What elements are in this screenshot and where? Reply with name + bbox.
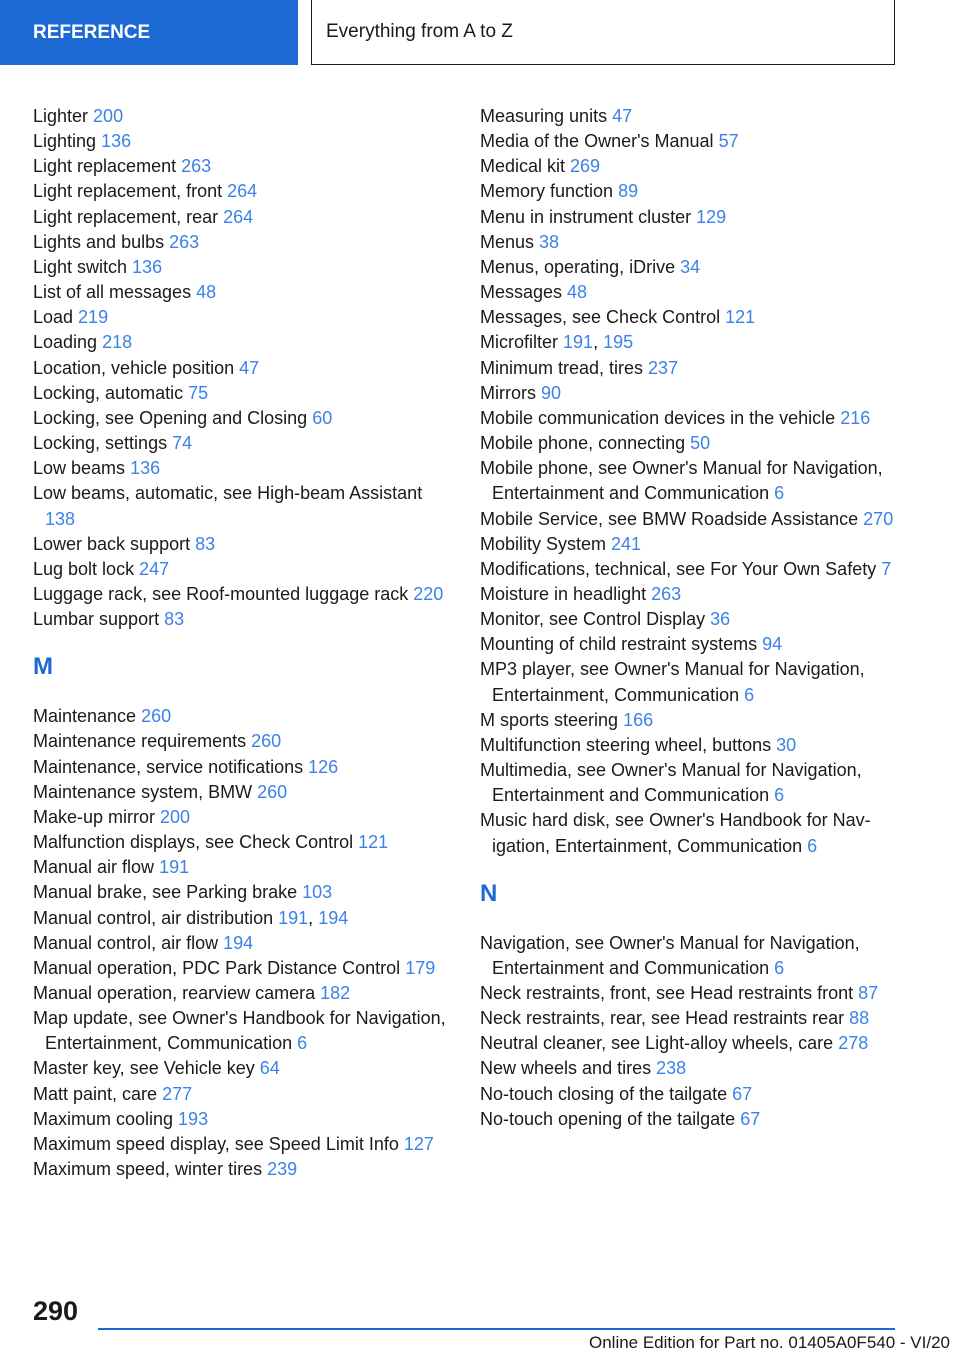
page-reference-link[interactable]: 277 [162,1083,193,1104]
index-entry-term: Light replacement [33,156,182,177]
index-entry-term: Luggage rack, see Roof-mounted luggage rack [33,583,414,604]
page-reference-link[interactable]: 6 [774,785,785,806]
footer-rule [98,1328,895,1330]
page-reference-link[interactable]: 89 [618,181,639,202]
page-reference-link[interactable]: 263 [651,583,682,604]
index-entry [33,104,453,129]
index-entry-term: Moisture in headlight [480,583,652,604]
page-header [311,0,895,65]
page-reference-link[interactable]: 6 [774,957,785,978]
index-entry-term: Location, vehicle position [33,357,240,378]
index-entry [480,381,900,406]
page-reference-link[interactable]: 90 [541,382,562,403]
page-reference-link[interactable]: 182 [320,983,351,1003]
index-entry [480,205,900,230]
index-entry-term: Light replacement, rear [33,206,224,227]
index-entry-term: Load [33,307,79,328]
page-reference-link[interactable]: 136 [130,458,161,479]
page-number: 290 [33,1296,79,1326]
index-entry-term: Lug bolt lock [33,558,140,579]
index-entry-term: Mounting of child restraint systems [480,634,763,655]
index-entry-term: Mirrors [480,382,541,403]
index-entry [33,129,453,154]
index-entry [33,179,453,204]
page-reference-link[interactable]: 220 [413,583,444,604]
index-entry [480,280,900,305]
index-entry [33,855,453,880]
index-entry [33,981,453,1006]
index-entry-term: Maximum speed display, see Speed Limit Info [33,1133,404,1154]
index-entry-term: Lumbar support [33,609,165,630]
index-entry [480,1031,900,1056]
page-reference-link[interactable]: 83 [195,533,216,554]
page-reference-link[interactable]: 166 [623,709,654,730]
page-reference-link[interactable]: 36 [710,609,731,630]
section-tab [0,0,298,65]
index-column-right [480,104,900,1132]
index-letter-heading: M [33,653,53,681]
index-entry [33,154,453,179]
index-entry [33,880,453,905]
page-title: Everything from A to Z [326,21,513,42]
page-reference-link[interactable]: 138 [45,508,76,529]
index-entry-term: Multimedia, see Owner's Manual for Navigation, Entertainment and Communication [480,760,862,806]
index-entry [480,305,900,330]
index-entry [33,381,453,406]
page-reference-link[interactable]: 191 [159,857,190,878]
index-entry [33,1056,453,1081]
page-reference-link[interactable]: 88 [849,1008,870,1029]
page-reference-link[interactable]: 247 [139,558,170,579]
index-entry [480,1082,900,1107]
edition-footer: Online Edition for Part no. 01405A0F540 - VI/20 [588,1333,950,1352]
index-entry [33,704,453,729]
page-reference-link[interactable]: 179 [405,957,436,978]
index-entry-term: Manual control, air flow [33,932,224,953]
page-reference-link[interactable]: 87 [858,983,879,1003]
index-entry [480,129,900,154]
index-entry [33,456,453,481]
index-entry [33,1082,453,1107]
index-entry-term: Make-up mirror [33,806,161,827]
page-reference-link[interactable]: 126 [308,756,339,777]
page-reference-link[interactable]: 6 [744,684,755,705]
index-entry-term: No-touch opening of the tailgate [480,1108,741,1129]
index-entry [480,1056,900,1081]
index-entry-term: Menus, operating, iDrive [480,256,681,277]
page-reference-link[interactable]: 6 [807,835,818,856]
index-entry [33,1107,453,1132]
index-entry [33,956,453,981]
page-reference-link[interactable]: 6 [297,1033,308,1054]
page-reference-link[interactable]: 241 [611,533,642,554]
index-entry [480,406,900,431]
page-reference-link[interactable]: 264 [227,181,258,202]
index-entry-term: Low beams, automatic, see High-beam Assistant [33,483,423,504]
index-entry [33,255,453,280]
index-entry-term: Locking, see Opening and Closing [33,407,313,428]
page-reference-link[interactable]: 239 [267,1159,298,1180]
index-entry [480,758,900,808]
page-reference-link[interactable]: 269 [570,156,601,177]
index-entry [33,406,453,431]
page-reference-link[interactable]: 191 [563,332,594,353]
page-reference-link[interactable]: 74 [172,433,193,454]
index-entry [480,1006,900,1031]
index-entry-term: Maximum cooling [33,1108,179,1129]
index-entry-term: Loading [33,332,103,353]
index-entry-term: Lighter [33,106,94,126]
index-entry-term: Modifications, technical, see For Your Own Safety [480,558,882,579]
page-reference-link[interactable]: 219 [78,307,109,328]
page-reference-link[interactable]: 38 [539,231,560,252]
index-entry [480,708,900,733]
page-reference-link[interactable]: 121 [725,307,756,328]
page-reference-link[interactable]: 136 [132,256,163,277]
index-entry-term: Manual control, air distribution [33,907,279,928]
index-entry-term: Media of the Owner's Manual [480,131,719,152]
page-reference-link[interactable]: 191 [278,907,309,928]
index-entry [33,532,453,557]
index-entry [480,255,900,280]
index-entry-term: Minimum tread, tires [480,357,649,378]
page-reference-link[interactable]: 75 [188,382,209,403]
page-reference-link[interactable]: 218 [102,332,133,353]
index-entry [480,657,900,707]
index-entry-term: Memory function [480,181,619,202]
page-reference-link[interactable]: 64 [259,1058,280,1079]
index-entry [480,733,900,758]
index-entry-term: Mobile phone, see Owner's Manual for Navigation, Entertainment and Communication [480,458,883,504]
index-entry-term: Light switch [33,256,133,277]
page-reference-link[interactable]: 216 [840,407,871,428]
index-entry [33,1157,453,1182]
page-reference-link[interactable]: 264 [223,206,254,227]
index-letter-heading: N [480,879,498,907]
index-entry-term: M sports steering [480,709,624,730]
index-entry [480,931,900,981]
section-label: REFERENCE [33,21,151,43]
index-entry [33,431,453,456]
index-entry [33,582,453,607]
index-entry [480,1107,900,1132]
index-entry-term: Lighting [33,131,102,152]
index-entry-term: Mobile Service, see BMW Roadside Assistance [480,508,864,529]
page-reference-link[interactable]: 48 [196,282,217,303]
index-entry-term: Low beams [33,458,131,479]
index-entry [480,104,900,129]
index-entry [480,557,900,582]
index-entry-term: Neutral cleaner, see Light-alloy wheels, care [480,1033,839,1054]
index-entry [480,356,900,381]
index-entry-term: Neck restraints, front, see Head restraints front [480,983,859,1003]
page-reference-link[interactable]: 121 [358,832,389,853]
index-entry-term: Measuring units [480,106,613,126]
index-entry-term: No-touch closing of the tailgate [480,1083,733,1104]
index-entry-term: Messages, see Check Control [480,307,726,328]
index-entry [480,582,900,607]
page-reference-link[interactable]: 194 [223,932,254,953]
index-entry [33,607,453,632]
index-entry [33,729,453,754]
index-entry [33,906,453,931]
page-reference-link[interactable]: 260 [251,731,282,752]
index-entry [33,805,453,830]
index-entry-term: Maintenance [33,706,142,727]
index-entry [33,830,453,855]
page-reference-link[interactable]: 7 [881,558,892,579]
page-reference-link[interactable]: 200 [93,106,124,126]
index-entry-term: Manual air flow [33,857,160,878]
index-entry-term: Mobility System [480,533,612,554]
index-entry [33,205,453,230]
index-entry-term: Menus [480,231,540,252]
index-entry [33,481,453,531]
page-reference-link[interactable]: 260 [257,781,288,802]
index-entry-term: Master key, see Vehicle key [33,1058,260,1079]
index-entry-term: Mobile phone, connecting [480,433,691,454]
index-entry-term: Maximum speed, winter tires [33,1159,268,1180]
index-entry-term: Lights and bulbs [33,231,170,252]
page-reference-link[interactable]: 67 [740,1108,761,1129]
page-reference-link[interactable]: 278 [838,1033,869,1054]
index-entry-term: Malfunction displays, see Check Control [33,832,359,853]
index-entry-term: Multifunction steering wheel, buttons [480,734,777,755]
page-reference-link[interactable]: 136 [101,131,132,152]
page-reference-link[interactable]: 270 [863,508,894,529]
index-column-left [33,104,453,1182]
index-entry [33,356,453,381]
index-entry-term: Maintenance requirements [33,731,252,752]
index-entry-term: Mobile communication devices in the vehicle [480,407,841,428]
page-reference-link[interactable]: 48 [567,282,588,303]
page-reference-link[interactable]: 67 [732,1083,753,1104]
page-reference-link[interactable]: 60 [312,407,333,428]
index-entry-term: Lower back support [33,533,196,554]
index-entry [33,280,453,305]
index-entry [480,456,900,506]
page-reference-link[interactable]: 260 [141,706,172,727]
index-entry [480,507,900,532]
index-entry-term: Music hard disk, see Owner's Handbook for Navigation, Entertainment, Communication [480,810,871,856]
index-entry [480,230,900,255]
index-entry [480,330,900,355]
index-entry-term: Manual operation, PDC Park Distance Control [33,957,406,978]
index-entry-term: Neck restraints, rear, see Head restraints rear [480,1008,850,1029]
index-entry-term: Manual operation, rearview camera [33,983,321,1003]
page-reference-link[interactable]: 47 [239,357,260,378]
index-entry-term: Matt paint, care [33,1083,163,1104]
page-reference-link[interactable]: 238 [656,1058,687,1079]
index-entry [480,808,900,858]
index-entry [480,431,900,456]
page-reference-link[interactable]: 263 [169,231,200,252]
page-reference-link[interactable]: 263 [181,156,212,177]
index-entry-term: Messages [480,282,568,303]
index-entry-term: Locking, automatic [33,382,189,403]
index-entry [480,532,900,557]
index-entry-term: Menu in instrument cluster [480,206,697,227]
index-entry [480,981,900,1006]
index-entry [480,632,900,657]
page-reference-link[interactable]: 30 [776,734,797,755]
page-reference-link[interactable]: 47 [612,106,633,126]
index-entry-term: List of all messages [33,282,197,303]
page-reference-link[interactable]: 57 [718,131,739,152]
index-entry [33,931,453,956]
page-separator: , [308,907,319,928]
index-entry [33,755,453,780]
page-reference-link[interactable]: 200 [160,806,191,827]
page-reference-link[interactable]: 193 [178,1108,209,1129]
index-entry-term: MP3 player, see Owner's Manual for Navigation, Entertainment, Communication [480,659,865,705]
index-entry-term: Medical kit [480,156,571,177]
index-entry-term: Locking, settings [33,433,173,454]
index-entry [33,230,453,255]
index-entry [480,154,900,179]
index-entry-term: Map update, see Owner's Handbook for Navigation, Entertainment, Communication [33,1008,446,1054]
index-entry [33,305,453,330]
index-entry-term: Microfilter [480,332,564,353]
page-reference-link[interactable]: 34 [680,256,701,277]
index-entry [33,1132,453,1157]
page-reference-link[interactable]: 194 [318,907,349,928]
page-reference-link[interactable]: 127 [403,1133,434,1154]
index-entry-term: Manual brake, see Parking brake [33,882,303,903]
page-reference-link[interactable]: 50 [690,433,711,454]
index-entry [33,557,453,582]
index-entry-term: Maintenance, service notifications [33,756,309,777]
page-reference-link[interactable]: 129 [696,206,727,227]
index-entry [480,179,900,204]
index-entry [33,330,453,355]
page-reference-link[interactable]: 6 [774,483,785,504]
index-entry [33,1006,453,1056]
index-entry [480,607,900,632]
page-reference-link[interactable]: 83 [164,609,185,630]
index-entry-term: Light replacement, front [33,181,228,202]
index-entry-term: Maintenance system, BMW [33,781,258,802]
index-entry [33,780,453,805]
index-entry-term: Navigation, see Owner's Manual for Navigation, Entertainment and Communication [480,932,860,978]
index-entry-term: New wheels and tires [480,1058,657,1079]
page-reference-link[interactable]: 237 [648,357,679,378]
page-reference-link[interactable]: 94 [762,634,783,655]
page-reference-link[interactable]: 195 [603,332,634,353]
index-entry-term: Monitor, see Control Display [480,609,711,630]
page-separator: , [593,332,604,353]
page-reference-link[interactable]: 103 [302,882,333,903]
